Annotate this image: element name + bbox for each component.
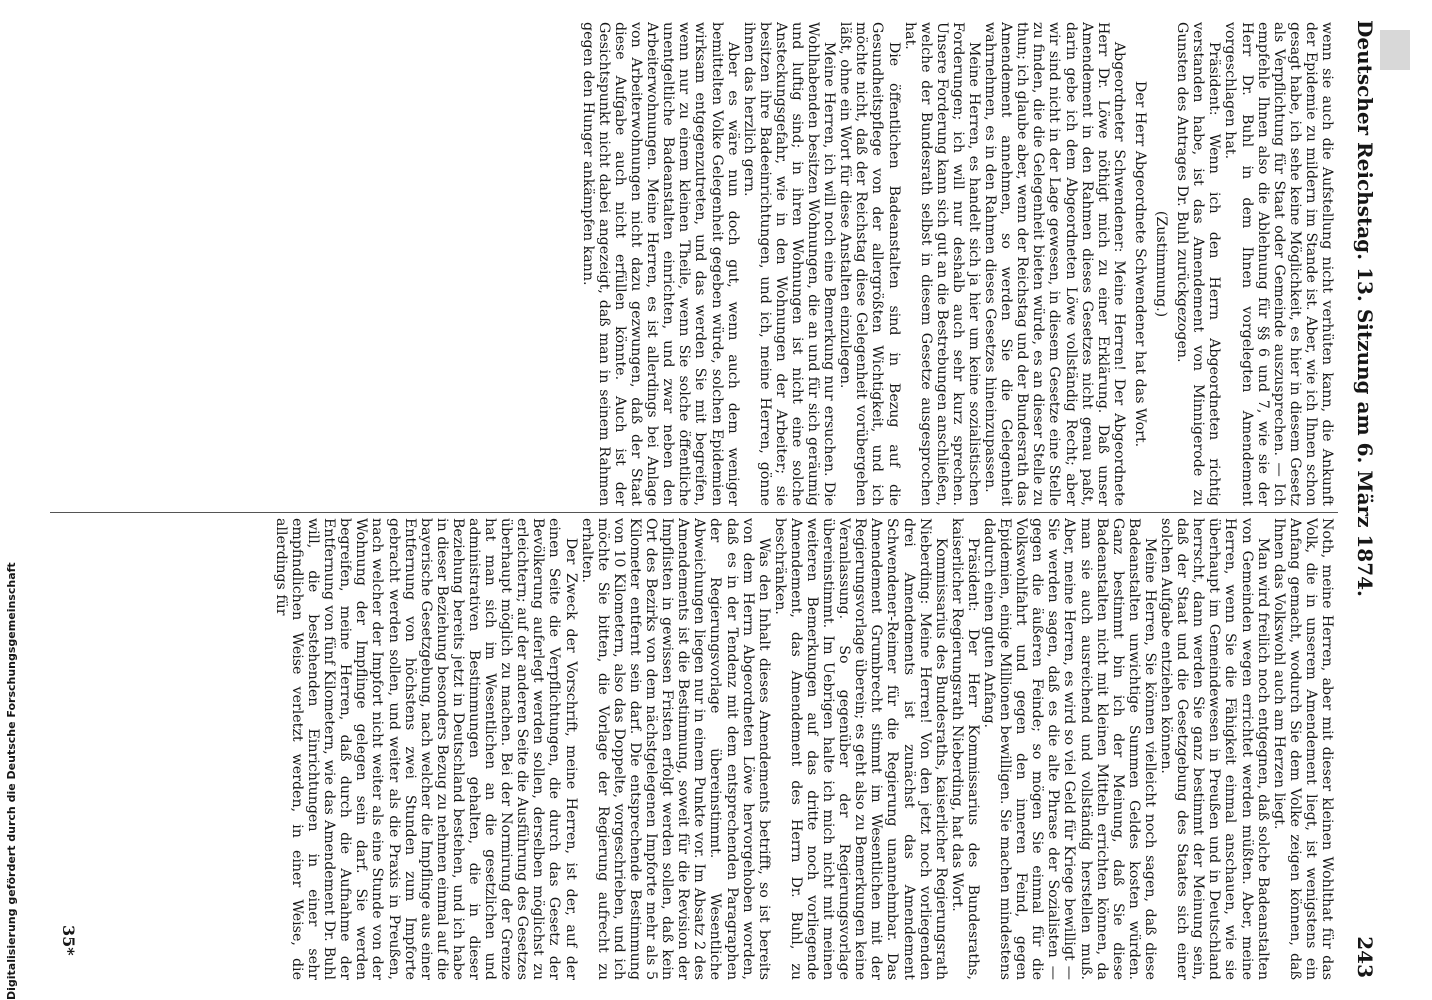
paragraph: Meine Herren, Sie können vielleicht noch sagen, daß diese Badeanstalten unwichtige Summen Geldes kosten würden. Ganz bestimmt bin ich der Meinung, daß Sie diese Badeanstalten nicht mit kleinen Mitteln errichten können, da man sie auch ausreichend und vollständig herstellen muß. Aber, meine Herren, es wird so viel Geld für Kriege bewilligt — Sie werden sagen, daß es die alte Phrase der Sozialisten — gegen die äußeren Feinde; so mögen Sie einmal für die Volkswohlfahrt und gegen den inneren Feind, gegen Epidemien, einige Millionen bewilligen. Sie machen mindestens dadurch einen guten Anfang. [981,518,1158,980]
speaker-announcement: Der Herr Abgeordnete Schwendener hat das Wort. [1131,80,1148,448]
header-title: Deutscher Reichstag. 13. Sitzung am 6. März 1874. [1353,20,1377,598]
text-column-bottom [90,518,1335,980]
paragraph: Meine Herren, es handelt sich ja hier um keine sozialistischen Forderungen; ich will nur deshalb auch sehr kurz sprechen. Unsere Forderung kann sich gut an die Bestrebungen anschließen, welche der Bundesrath selbst in diesem Gesetze ausgesprochen hat. [901,22,983,506]
paragraph: Was den Inhalt dieses Amendements betrifft, so ist bereits von dem Herrn Abgeordneten Löwe hervorgehoben worden, daß es in der Tendenz mit dem entsprechenden Paragraphen der Regierungsvorlage übereinstimmt. Wesentliche Abweichungen liegen nur in einem Punkte vor. Im Absatz 2 des Amendements ist die Bestimmung, soweit für die Revision der Impflisten in gewissen Fristen erfolgt werden sollen, daß kein Ort des Bezirks von dem nächstgelegenen Impforte mehr als 5 Kilometer entfernt sein darf. Die entsprechende Bestimmung von 10 Kilometern, also das Doppelte, vorgeschrieben, und ich möchte Sie bitten, die Vorlage der Regierung aufrecht zu erhalten. [578,518,772,980]
column-divider [50,512,1338,513]
interjection: (Zustimmung.) [1153,210,1170,318]
paragraph: Man wird freilich noch entgegnen, daß solche Badeanstalten von Gemeinden wegen errichtet werden müßten. Aber, meine Herren, wenn Sie die Fähigkeit einmal anschauen, wie sie überhaupt im Gemeindewesen in Preußen und in Deutschland herrscht, dann werden Sie ganz bestimmt der Meinung sein, daß der Staat und die Gesetzgebung des Staates sich einer solchen Aufgabe entziehen können. [1158,518,1271,980]
paragraph: Aber es wäre nun doch gut, wenn auch dem weniger bemittelten Volke Gelegenheit gegeben würde, solchen Epidemien wirksam entgegenzutreten, und das werden Sie mit begreifen, wenn nur zu einem kleinen Theile, wenn Sie solche öffentliche unentgeltliche Badeanstalten einrichten, und zwar neben den Arbeiterwohnungen. Meine Herren, es ist allerdings bei Anlage von Arbeiterwohnungen nicht dazu gezwungen, daß der Staat diese Aufgabe auch nicht erfüllen könnte. Auch ist der Gesichtspunkt nicht dabei angezeigt, daß man in seinem Rahmen gegen den Hunger ankämpfen kann. [579,22,741,506]
paragraph: wenn sie auch die Aufstellung nicht verhüten kann, die Ankunft der Epidemie zu mildern im Stande ist. Aber, wie ich Ihnen schon gesagt habe, ich sehe keine Möglichkeit, es hier in diesem Gesetz als Verpflichtung für Staat oder Gemeinde auszusprechen. — Ich empfehle Ihnen also die Ablehnung für §§ 6 und 7, wie sie der Herr Dr. Buhl in dem Ihnen vorgelegten Amendement vorgeschlagen hat. [1222,22,1335,506]
running-header [1345,20,1385,978]
paragraph: Abgeordneter Schwendener: Meine Herren! Der Abgeordnete Herr Dr. Löwe nöthigt mich zu einer Erklärung. Daß unser Amendement in den Rahmen dieses Gesetzes nicht genau paßt, darin gebe ich dem Abgeordneten Löwe vollständig Recht; aber wir sind nicht in der Lage gewesen, in diesem Gesetze eine Stelle zu finden, die die Gelegenheit bieten würde, es an dieser Stelle zu thun; ich glaube aber, wenn der Reichstag und der Bundesrath das Amendement annehmen, so werden Sie die Gelegenheit wahrnehmen, es in den Rahmen dieses Gesetzes hineinzupassen. [982,22,1127,506]
text-column-top [60,22,1335,506]
paragraph: Noth, meine Herren, aber mit dieser kleinen Wohlthat für das Volk, die in unserem Amendement liegt, ist wenigstens ein Anfang gemacht, wodurch Sie dem Volke zeigen können, daß Ihnen das Volkswohl auch am Herzen liegt. [1270,518,1335,980]
digitization-credit: Digitalisierung gefördert durch die Deutsche Forschungsgemeinschaft [4,562,18,1000]
paragraph: Präsident: Der Herr Kommissarius des Bundesraths, kaiserlicher Regierungsrath Nieberding, hat das Wort. [948,518,981,980]
signature-mark: 35* [59,925,79,956]
paragraph: Meine Herren, ich will noch eine Bemerkung nur ersuchen. Die Wohlhabenden besitzen Wohnungen, die an und für sich geräumig und luftig sind; in ihren Wohnungen ist nicht eine solche Ansteckungsgefahr, wie in den Wohnungen der Arbeiter; sie besitzen ihre Badeeinrichtungen, und ich, meine Herren, gönne ihnen das herzlich gern. [740,22,838,506]
page-number: 243 [1353,936,1377,978]
paragraph: Der Zweck der Vorschrift, meine Herren, ist der, auf der einen Seite die Verpflichtungen, die durch das Gesetz der Bevölkerung auferlegt werden sollen, derselben möglichst zu erleichtern; auf der anderen Seite die Ausführung des Gesetzes überhaupt möglich zu machen. Bei der Normirung der Grenze hat man sich im Wesentlichen an die gesetzlichen und administrativen Bestimmungen gehalten, die in dieser Beziehung bereits jetzt in Deutschland bestehen, und ich habe in dieser Beziehung besonders Bezug zu nehmen einmal auf die bayerische Gesetzgebung, nach welcher die Impflinge aus einer Entfernung von höchstens zwei Stunden zum Impforte gebracht werden sollen, und weiter als die Praxis in Preußen, nach welcher der Impfort nicht weiter als eine Stunde von der Wohnung der Impflinge gelegen sein darf. Sie werden begreifen, meine Herren, daß durch die Aufnahme der Entfernung von fünf Kilometern, wie das Amendement Dr. Buhl will, die bestehenden Einrichtungen in einer sehr empfindlichen Weise verletzt werden, in einer Weise, die allerdings für [272,518,579,980]
scan-edge-mark [1380,30,1410,70]
paragraph: Die öffentlichen Badeanstalten sind in Bezug auf die Gesundheitspflege von der allergrößten Wichtigkeit, und ich möchte nicht, daß der Reichstag diese Gelegenheit vorübergehen läßt, ohne ein Wort für diese Anstalten einzulegen. [837,22,902,506]
paragraph: Präsident: Wenn ich den Herrn Abgeordneten richtig verstanden habe, ist das Amendement von Minnigerode zu Gunsten des Antrages Dr. Buhl zurückgezogen. [1174,22,1223,506]
paragraph: Kommissarius des Bundesraths, kaiserlicher Regierungsrath Nieberding: Meine Herren! Von den jetzt noch vorliegenden drei Amendements ist zunächst das Amendement Schwendener-Reimer für die Regierung unannehmbar. Das Amendement Grumbrecht stimmt im Wesentlichen mit der Regierungsvorlage überein; es geht also zu Bemerkungen keine Veranlassung. So gegenüber der Regierungsvorlage übereinstimmt. Im Uebrigen halte ich mich nicht mit meinen weiteren Bemerkungen auf das dritte noch vorliegende Amendement, das Amendement des Herrn Dr. Buhl, zu beschränken. [771,518,949,980]
